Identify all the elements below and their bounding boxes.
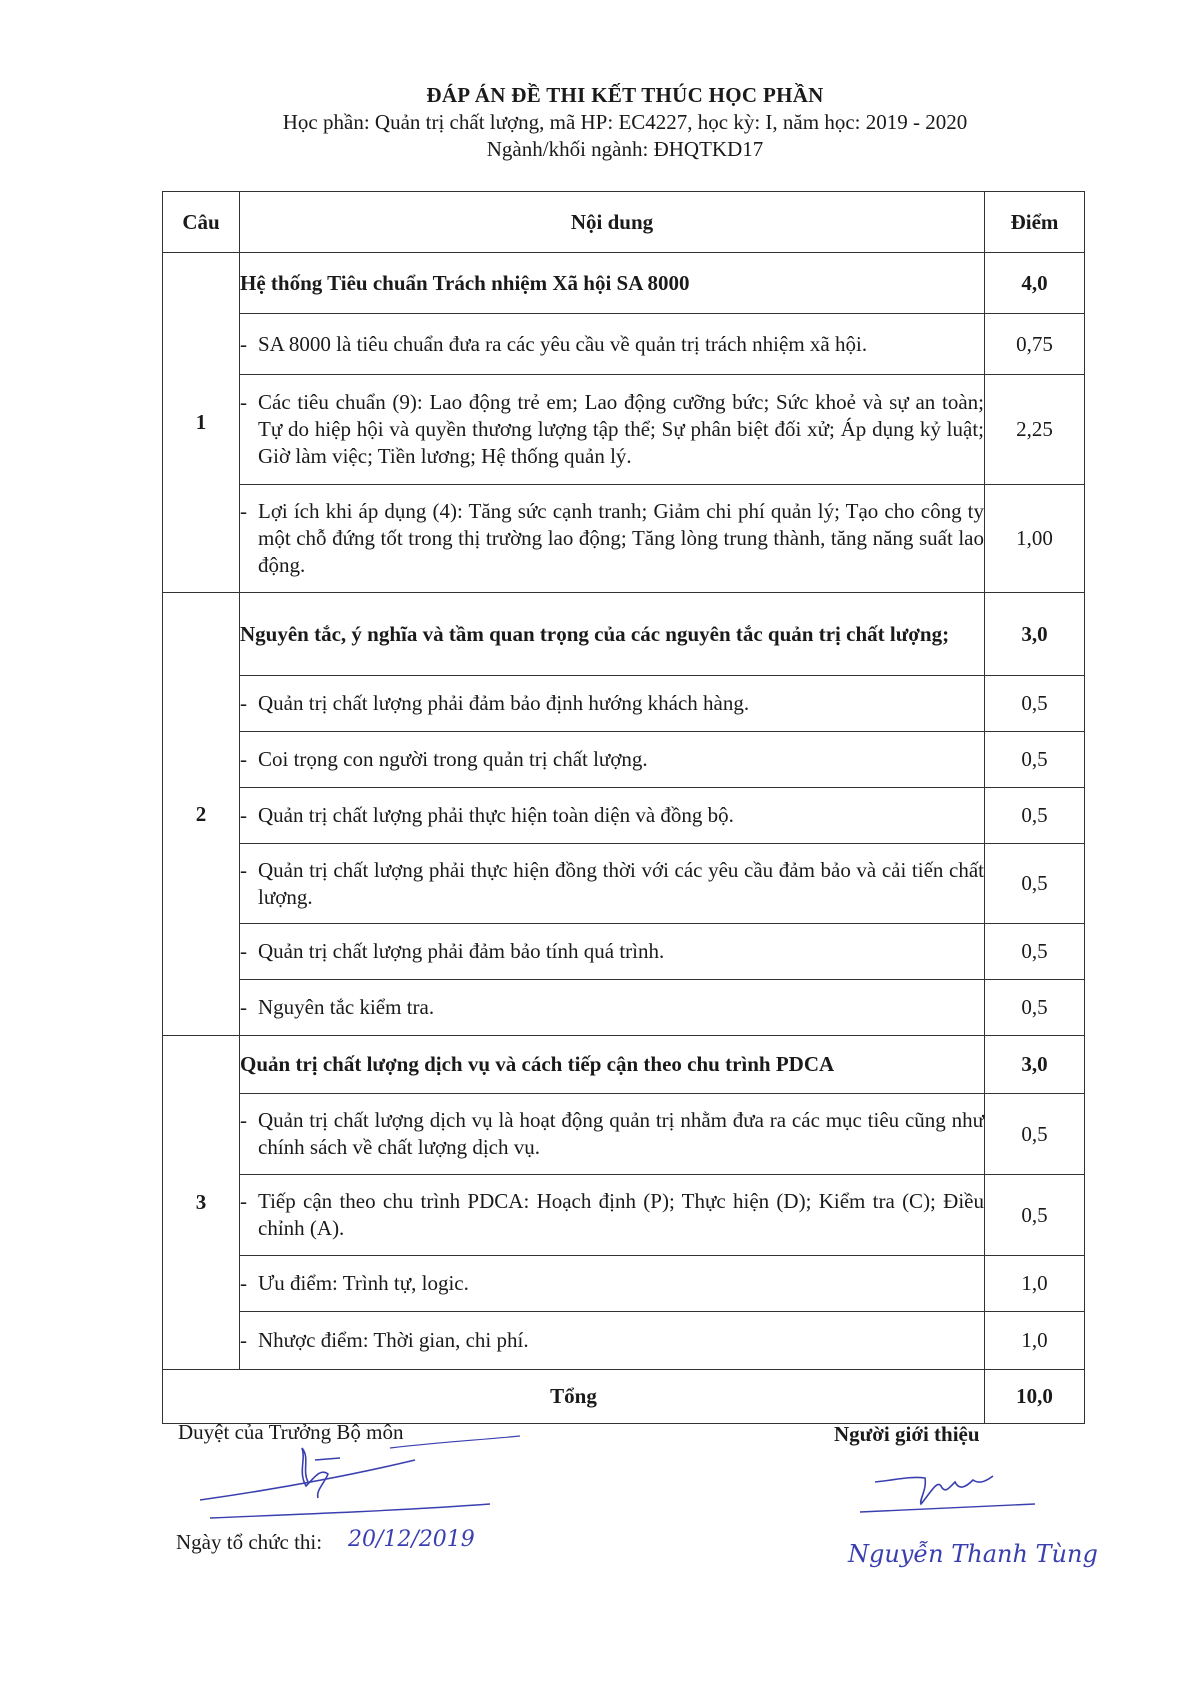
exam-date-value: 20/12/2019 [348, 1527, 475, 1552]
answer-item: - Ưu điểm: Trình tự, logic. [240, 1256, 985, 1312]
approver-signature [190, 1430, 530, 1525]
item-points: 0,5 [985, 980, 1085, 1036]
table-row [163, 844, 1085, 924]
item-points: 0,5 [985, 1175, 1085, 1256]
item-points: 1,00 [985, 485, 1085, 593]
presenter-name: Nguyễn Thanh Tùng [848, 1540, 1098, 1568]
header-question: Câu [163, 192, 240, 253]
answer-item: - Các tiêu chuẩn (9): Lao động trẻ em; Lao động cưỡng bức; Sức khoẻ và sự an toàn; Tự do hiệp hội và quyền thương lượng tập thể; Sự phân biệt đối xử; Áp dụng kỷ luật; Giờ làm việc; Tiền lương; Hệ thống quản lý. [240, 375, 985, 485]
header-points: Điểm [985, 192, 1085, 253]
table-row [163, 1312, 1085, 1370]
table-row [163, 375, 1085, 485]
major-info: Ngành/khối ngành: ĐHQTKD17 [486, 137, 764, 161]
answer-item: - Quản trị chất lượng dịch vụ là hoạt động quản trị nhằm đưa ra các mục tiêu cũng như chính sách về chất lượng dịch vụ. [240, 1094, 985, 1175]
table-header-row [163, 192, 1085, 253]
item-points: 0,5 [985, 788, 1085, 844]
heading-points: 3,0 [985, 593, 1085, 676]
question-heading: Nguyên tắc, ý nghĩa và tầm quan trọng của các nguyên tắc quản trị chất lượng; [240, 593, 985, 676]
answer-item: - SA 8000 là tiêu chuẩn đưa ra các yêu cầu về quản trị trách nhiệm xã hội. [240, 314, 985, 375]
item-points: 1,0 [985, 1256, 1085, 1312]
document-title: ĐÁP ÁN ĐỀ THI KẾT THÚC HỌC PHẦN [426, 83, 824, 107]
total-label: Tổng [163, 1370, 985, 1424]
answer-item: - Quản trị chất lượng phải đảm bảo định hướng khách hàng. [240, 676, 985, 732]
exam-date-label: Ngày tổ chức thi: [176, 1530, 323, 1554]
answer-item: - Nguyên tắc kiểm tra. [240, 980, 985, 1036]
question-number: 3 [163, 1036, 240, 1370]
total-row [163, 1370, 1085, 1424]
question-number: 2 [163, 593, 240, 1036]
item-points: 0,5 [985, 1094, 1085, 1175]
answer-item: - Quản trị chất lượng phải thực hiện đồng thời với các yêu cầu đảm bảo và cải tiến chất lượng. [240, 844, 985, 924]
presenter-signature [855, 1460, 1055, 1520]
table-row [163, 1036, 1085, 1094]
presenter-label: Người giới thiệu [834, 1422, 980, 1446]
table-row [163, 593, 1085, 676]
table-row [163, 253, 1085, 314]
answer-item: - Quản trị chất lượng phải thực hiện toàn diện và đồng bộ. [240, 788, 985, 844]
table-row [163, 676, 1085, 732]
question-heading: Quản trị chất lượng dịch vụ và cách tiếp cận theo chu trình PDCA [240, 1036, 985, 1094]
table-row [163, 1175, 1085, 1256]
item-points: 2,25 [985, 375, 1085, 485]
approver-label: Duyệt của Trưởng Bộ môn [178, 1420, 404, 1444]
question-number: 1 [163, 253, 240, 593]
heading-points: 4,0 [985, 253, 1085, 314]
table-row [163, 788, 1085, 844]
item-points: 0,5 [985, 844, 1085, 924]
answer-item: - Coi trọng con người trong quản trị chất lượng. [240, 732, 985, 788]
table-row [163, 485, 1085, 593]
item-points: 1,0 [985, 1312, 1085, 1370]
table-row [163, 980, 1085, 1036]
heading-points: 3,0 [985, 1036, 1085, 1094]
answer-item: - Nhược điểm: Thời gian, chi phí. [240, 1312, 985, 1370]
header-content: Nội dung [240, 192, 985, 253]
table-row [163, 314, 1085, 375]
table-row [163, 1094, 1085, 1175]
document-header [0, 82, 1191, 163]
answer-item: - Quản trị chất lượng phải đảm bảo tính quá trình. [240, 924, 985, 980]
item-points: 0,5 [985, 924, 1085, 980]
item-points: 0,5 [985, 676, 1085, 732]
course-info: Học phần: Quản trị chất lượng, mã HP: EC4227, học kỳ: I, năm học: 2019 - 2020 [282, 110, 968, 134]
total-points: 10,0 [985, 1370, 1085, 1424]
item-points: 0,75 [985, 314, 1085, 375]
answer-key-table [162, 191, 1085, 1424]
item-points: 0,5 [985, 732, 1085, 788]
answer-item: - Lợi ích khi áp dụng (4): Tăng sức cạnh tranh; Giảm chi phí quản lý; Tạo cho công ty một chỗ đứng tốt trong thị trường lao động; Tăng lòng trung thành, tăng năng suất lao động. [240, 485, 985, 593]
table-row [163, 1256, 1085, 1312]
table-row [163, 732, 1085, 788]
table-row [163, 924, 1085, 980]
answer-item: - Tiếp cận theo chu trình PDCA: Hoạch định (P); Thực hiện (D); Kiểm tra (C); Điều chỉnh (A). [240, 1175, 985, 1256]
question-heading: Hệ thống Tiêu chuẩn Trách nhiệm Xã hội SA 8000 [240, 253, 985, 314]
